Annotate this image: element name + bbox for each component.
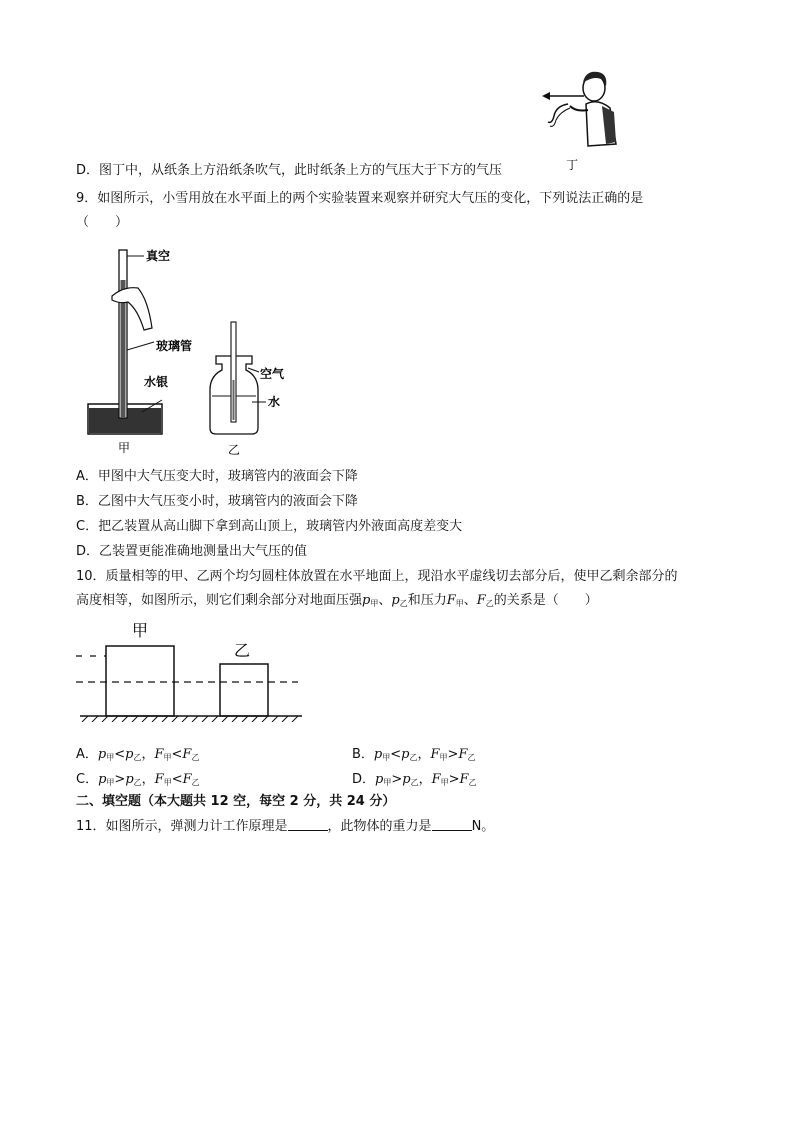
q9-option-b: B．乙图中大气压变小时，玻璃管内的液面会下降 [76,494,358,509]
q10-stem-line2: 高度相等，如图所示，则它们剩余部分对地面压强$p_甲$、$p_乙$和压力$F_甲$、$F_乙$的关系是（ ） [76,593,598,608]
label-air: 空气 [260,367,285,381]
q11: 11．如图所示，弹测力计工作原理是 ，此物体的重力是 N。 [76,819,495,834]
figure-ding-label: 丁 [566,158,579,172]
label-vacuum: 真空 [146,249,171,263]
q9-option-c: C．把乙装置从高山脚下拿到高山顶上，玻璃管内外液面高度差变大 [76,519,463,534]
q10-label-jia: 甲 [132,621,149,640]
label-mercury: 水银 [144,375,169,389]
q9-figure-svg [82,240,312,460]
q10-option-b: B．$p_甲<p_乙$，$F_甲>F_乙$ [352,747,476,762]
q9-option-a: A．甲图中大气压变大时，玻璃管内的液面会下降 [76,469,358,484]
q9-stem: 9．如图所示，小雪用放在水平面上的两个实验装置来观察并研究大气压的变化，下列说法正确的是 [76,191,644,206]
q9-answer-paren: （ ） [76,215,129,230]
q11-blank-1[interactable] [288,818,328,831]
label-yi: 乙 [228,443,241,457]
q9-option-d: D．乙装置更能准确地测量出大气压的值 [76,544,308,559]
q8-option-d: D．图丁中，从纸条上方沿纸条吹气，此时纸条上方的气压大于下方的气压 [76,163,503,178]
q11-blank-2[interactable] [432,818,472,831]
q10-stem-line1: 10．质量相等的甲、乙两个均匀圆柱体放置在水平地面上，现沿水平虚线切去部分后，使甲乙剩余部分的 [76,569,678,584]
q9-figure [82,240,312,460]
section-2-title: 二、填空题（本大题共 12 空，每空 2 分，共 24 分） [76,794,396,809]
label-jia: 甲 [118,441,131,455]
label-water: 水 [268,395,281,409]
q10-figure-svg [70,618,310,722]
label-glass-tube: 玻璃管 [156,339,193,353]
q10-label-yi: 乙 [234,641,251,660]
q10-figure [70,618,310,722]
q10-option-a: A．$p_甲<p_乙$，$F_甲<F_乙$ [76,747,200,762]
q10-option-d: D．$p_甲>p_乙$，$F_甲>F_乙$ [352,772,477,787]
figure-ding [526,66,626,176]
person-blowing-illustration [526,66,626,176]
q10-option-c: C．$p_甲>p_乙$，$F_甲<F_乙$ [76,772,200,787]
